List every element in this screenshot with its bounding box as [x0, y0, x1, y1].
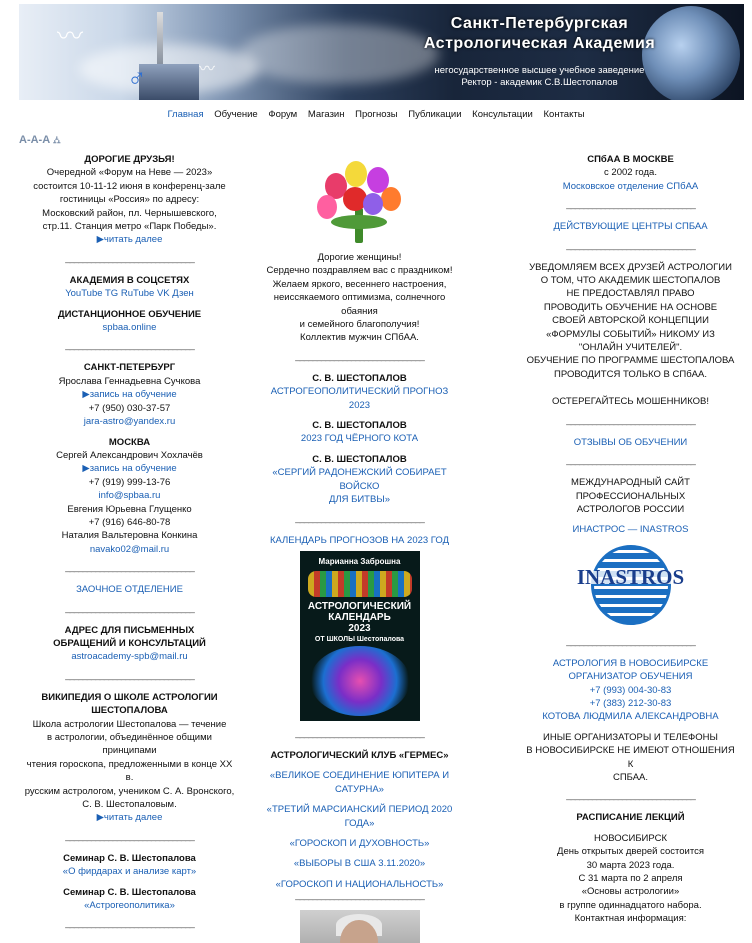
black-cat-year-link[interactable]: 2023 ГОД ЧЁРНОГО КОТА: [300, 433, 419, 445]
arrow-icon: ▶: [96, 812, 104, 824]
divider: ______________________________: [295, 727, 424, 739]
moscow-contact-name: Сергей Александрович Хохлачёв: [56, 449, 203, 461]
main-nav: [0, 109, 752, 120]
active-centers-link[interactable]: ДЕЙСТВУЮЩИЕ ЦЕНТРЫ СПБАА: [553, 221, 708, 233]
forecast-2023-link[interactable]: АСТРОГЕОПОЛИТИЧЕСКИЙ ПРОГНОЗ 2023: [270, 386, 449, 411]
divider: ______________________________: [65, 918, 194, 930]
divider: ______________________________: [65, 669, 194, 681]
fraud-warning: ОСТЕРЕГАЙТЕСЬ МОШЕННИКОВ!: [552, 396, 709, 408]
moscow-phone: +7 (916) 646-80-78: [88, 516, 171, 528]
address-heading: АДРЕС ДЛЯ ПИСЬМЕННЫХ ОБРАЩЕНИЙ И КОНСУЛЬТАЦИЙ: [53, 624, 206, 649]
nav-consultations[interactable]: Консультации: [472, 109, 533, 120]
lecturer-photo[interactable]: [300, 910, 420, 943]
telegram-link[interactable]: TG: [105, 288, 119, 300]
schedule-city: НОВОСИБИРСК: [593, 832, 668, 844]
moscow-phone: +7 (919) 999-13-76: [88, 476, 171, 488]
club-link[interactable]: «ГОРОСКОП И НАЦИОНАЛЬНОСТЬ»: [275, 878, 444, 890]
moscow-contact-name: Наталия Вальтеровна Конкина: [61, 530, 198, 542]
divider: ______________________________: [566, 414, 695, 426]
nav-forum[interactable]: Форум: [268, 109, 298, 120]
book-title: АСТРОЛОГИЧЕСКИЙ КАЛЕНДАРЬ 2023 ОТ ШКОЛЫ Шестопалова: [307, 600, 412, 643]
spb-phone: +7 (950) 030-37-57: [88, 402, 171, 414]
nav-shop[interactable]: Магазин: [307, 109, 345, 120]
notice-text: УВЕДОМЛЯЕМ ВСЕХ ДРУЗЕЙ АСТРОЛОГИИ О ТОМ, ЧТО АКАДЕМИК ШЕСТОПАЛОВ НЕ ПРЕДОСТАВЛЯЛ ПРАВО ПРОВОДИТЬ ОБУЧЕНИЕ НА ОСНОВЕ СВОЕЙ АВТОРСКОЙ КОНЦЕПЦИИ «ФОРМУЛЫ СОБЫТИЙ» НИКОМУ ИЗ "ОНЛАЙН УЧИТЕЛЕЙ". ОБУЧЕНИЕ ПО ПРОГРАММЕ ШЕСТОПАЛОВА ПРОВОДИТСЯ ТОЛЬКО В СПбАА.: [526, 261, 735, 380]
author-name: С. В. ШЕСТОПАЛОВ: [312, 372, 407, 384]
toolbar: [19, 134, 61, 148]
novosibirsk-organizer-link[interactable]: КОТОВА ЛЮДМИЛА АЛЕКСАНДРОВНА: [542, 711, 719, 723]
tulips-bouquet-image: [315, 153, 405, 243]
moscow-branch-link[interactable]: Московское отделение СПбАА: [562, 180, 699, 192]
mars-sign-icon: ♂: [127, 62, 147, 92]
forum-text: Очередной «Форум на Неве — 2023» состоится 10-11-12 июня в конференц-зале гостиницы «Россия» по адресу: Московский район, пл. Чернышевского, стр.11. Станция метро «Парк Победы».: [33, 167, 226, 233]
address-email-link[interactable]: astroacademy-spb@mail.ru: [71, 651, 188, 663]
nav-education[interactable]: Обучение: [214, 109, 258, 120]
social-links: [22, 287, 237, 300]
spb-contact-name: Ярослава Геннадьевна Сучкова: [58, 375, 201, 387]
nav-contacts[interactable]: Контакты: [543, 109, 585, 120]
book-author: Марианна Заброшна: [318, 556, 401, 566]
header-banner: [19, 4, 744, 100]
banner-spire: [157, 12, 163, 72]
distance-link[interactable]: spbaa.online: [102, 322, 157, 334]
banner-fortress: [139, 64, 199, 100]
club-link[interactable]: «ВЕЛИКОЕ СОЕДИНЕНИЕ ЮПИТЕРА И САТУРНА»: [269, 770, 450, 795]
wiki-read-more-link[interactable]: ▶читать далее: [96, 812, 163, 824]
youtube-link[interactable]: YouTube: [65, 288, 103, 300]
seminar-link[interactable]: «Астрогеополитика»: [84, 900, 175, 912]
moscow-heading: МОСКВА: [108, 436, 151, 448]
vk-link[interactable]: VK: [156, 288, 170, 300]
novosibirsk-link[interactable]: АСТРОЛОГИЯ В НОВОСИБИРСКЕ ОРГАНИЗАТОР ОБУЧЕНИЯ: [552, 657, 709, 683]
divider: ______________________________: [65, 602, 194, 614]
club-link[interactable]: «ВЫБОРЫ В США 3.11.2020»: [293, 858, 426, 870]
moscow-email-link[interactable]: navako02@mail.ru: [89, 543, 170, 555]
divider: ______________________________: [566, 790, 695, 802]
divider: ______________________________: [65, 562, 194, 574]
club-heading: АСТРОЛОГИЧЕСКИЙ КЛУБ «ГЕРМЕС»: [270, 749, 449, 761]
divider: ______________________________: [566, 199, 695, 211]
club-link[interactable]: «ТРЕТИЙ МАРСИАНСКИЙ ПЕРИОД 2020 ГОДА»: [266, 804, 453, 829]
divider: ______________________________: [566, 239, 695, 251]
right-column: [523, 153, 738, 926]
seagull-icon: 〰: [199, 61, 216, 78]
schedule-text: День открытых дверей состоится 30 марта 2023 года. С 31 марта по 2 апреля «Основы астрологии» в группе одиннадцатого набора. Контактная информация:: [557, 846, 704, 925]
sitemap-icon[interactable]: ⛼: [52, 135, 61, 146]
sergius-article-link[interactable]: «СЕРГИЙ РАДОНЕЖСКИЙ СОБИРАЕТ ВОЙСКО ДЛЯ БИТВЫ»: [272, 467, 447, 506]
forum-read-more-link[interactable]: ▶читать далее: [96, 234, 163, 246]
moscow-branch-heading: СПбАА В МОСКВЕ: [587, 154, 674, 165]
arrow-icon: ▶: [82, 463, 90, 475]
calendar-book-cover[interactable]: [300, 551, 420, 721]
banner-cloud: [239, 24, 439, 84]
author-name: С. В. ШЕСТОПАЛОВ: [312, 453, 407, 465]
font-size-switcher[interactable]: A-A-A: [19, 134, 50, 146]
spb-email-link[interactable]: jara-astro@yandex.ru: [83, 416, 176, 428]
schedule-heading: РАСПИСАНИЕ ЛЕКЦИЙ: [576, 812, 685, 824]
nav-home[interactable]: Главная: [167, 109, 204, 120]
divider: ______________________________: [65, 252, 194, 264]
inastros-logo[interactable]: INASTROS: [581, 545, 681, 625]
left-column: [22, 153, 237, 932]
divider: ______________________________: [295, 350, 424, 362]
novosibirsk-note: ИНЫЕ ОРГАНИЗАТОРЫ И ТЕЛЕФОНЫ В НОВОСИБИРСКЕ НЕ ИМЕЮТ ОТНОШЕНИЯ К СПБАА.: [526, 731, 735, 783]
seminar-heading: Семинар С. В. Шестопалова: [63, 886, 196, 898]
divider: ______________________________: [566, 455, 695, 467]
divider: ______________________________: [566, 635, 695, 647]
distance-heading: ДИСТАНЦИОННОЕ ОБУЧЕНИЕ: [57, 308, 202, 320]
reviews-link[interactable]: ОТЗЫВЫ ОБ ОБУЧЕНИИ: [573, 436, 688, 448]
center-column: [262, 153, 457, 943]
seminar-link[interactable]: «О фирдарах и анализе карт»: [62, 866, 197, 878]
seagull-icon: 〰: [57, 21, 84, 51]
nav-forecasts[interactable]: Прогнозы: [355, 109, 398, 120]
nav-publications[interactable]: Публикации: [408, 109, 462, 120]
womens-day-greeting: Дорогие женщины! Сердечно поздравляем вас с праздником! Желаем яркого, весеннего настроения, неиссякаемого оптимизма, солнечного обаяния и семейного благополучия! Коллектив мужчин СПбАА.: [266, 252, 453, 344]
novosibirsk-phone[interactable]: +7 (383) 212-30-83: [589, 697, 672, 709]
divider: ______________________________: [65, 830, 194, 842]
moscow-email-link[interactable]: info@spbaa.ru: [98, 490, 161, 502]
spb-heading: САНКТ-ПЕТЕРБУРГ: [83, 362, 176, 374]
moscow-branch-since: с 2002 года.: [604, 167, 657, 179]
calendar-2023-link[interactable]: КАЛЕНДАРЬ ПРОГНОЗОВ НА 2023 ГОД: [269, 534, 450, 546]
arrow-icon: ▶: [96, 234, 104, 246]
intl-site-text: МЕЖДУНАРОДНЫЙ САЙТ ПРОФЕССИОНАЛЬНЫХ АСТРОЛОГОВ РОССИИ: [571, 477, 690, 515]
social-heading: АКАДЕМИЯ В СОЦСЕТЯХ: [69, 274, 190, 286]
novosibirsk-phone[interactable]: +7 (993) 004-30-83: [589, 684, 672, 696]
spb-signup-link[interactable]: ▶запись на обучение: [82, 389, 177, 401]
moscow-signup-link[interactable]: ▶запись на обучение: [82, 463, 177, 475]
site-subtitle: негосударственное высшее учебное заведение Ректор - академик С.В.Шестопалов: [434, 65, 645, 88]
wiki-heading: ВИКИПЕДИЯ О ШКОЛЕ АСТРОЛОГИИ ШЕСТОПАЛОВА: [41, 691, 218, 717]
seminar-heading: Семинар С. В. Шестопалова: [63, 852, 196, 864]
author-name: С. В. ШЕСТОПАЛОВ: [312, 420, 407, 432]
club-link[interactable]: «ГОРОСКОП И ДУХОВНОСТЬ»: [289, 837, 430, 849]
site-title: Санкт-Петербургская Астрологическая Академия: [423, 15, 656, 52]
dzen-link[interactable]: Дзен: [172, 288, 194, 300]
moscow-contact-name: Евгения Юрьевна Глущенко: [67, 503, 192, 515]
inastros-link[interactable]: ИНАСТРОС — INASTROS: [572, 524, 689, 536]
book-zodiac-ornament: [308, 571, 412, 597]
arrow-icon: ▶: [82, 389, 90, 401]
divider: ______________________________: [295, 890, 424, 902]
forum-heading: ДОРОГИЕ ДРУЗЬЯ!: [84, 154, 175, 165]
correspondence-link[interactable]: ЗАОЧНОЕ ОТДЕЛЕНИЕ: [76, 584, 183, 596]
divider: ______________________________: [295, 512, 424, 524]
book-zodiac-circle: [310, 646, 410, 716]
rutube-link[interactable]: RuTube: [120, 288, 155, 300]
wiki-text: Школа астрологии Шестопалова — течение в астрологии, объединённое общими принципами чтения гороскопа, предложенными в конце XX в. русским астрологом, учеником С. А. Вронского, С. В. Шестопаловым.: [24, 718, 235, 811]
divider: ______________________________: [65, 340, 194, 352]
